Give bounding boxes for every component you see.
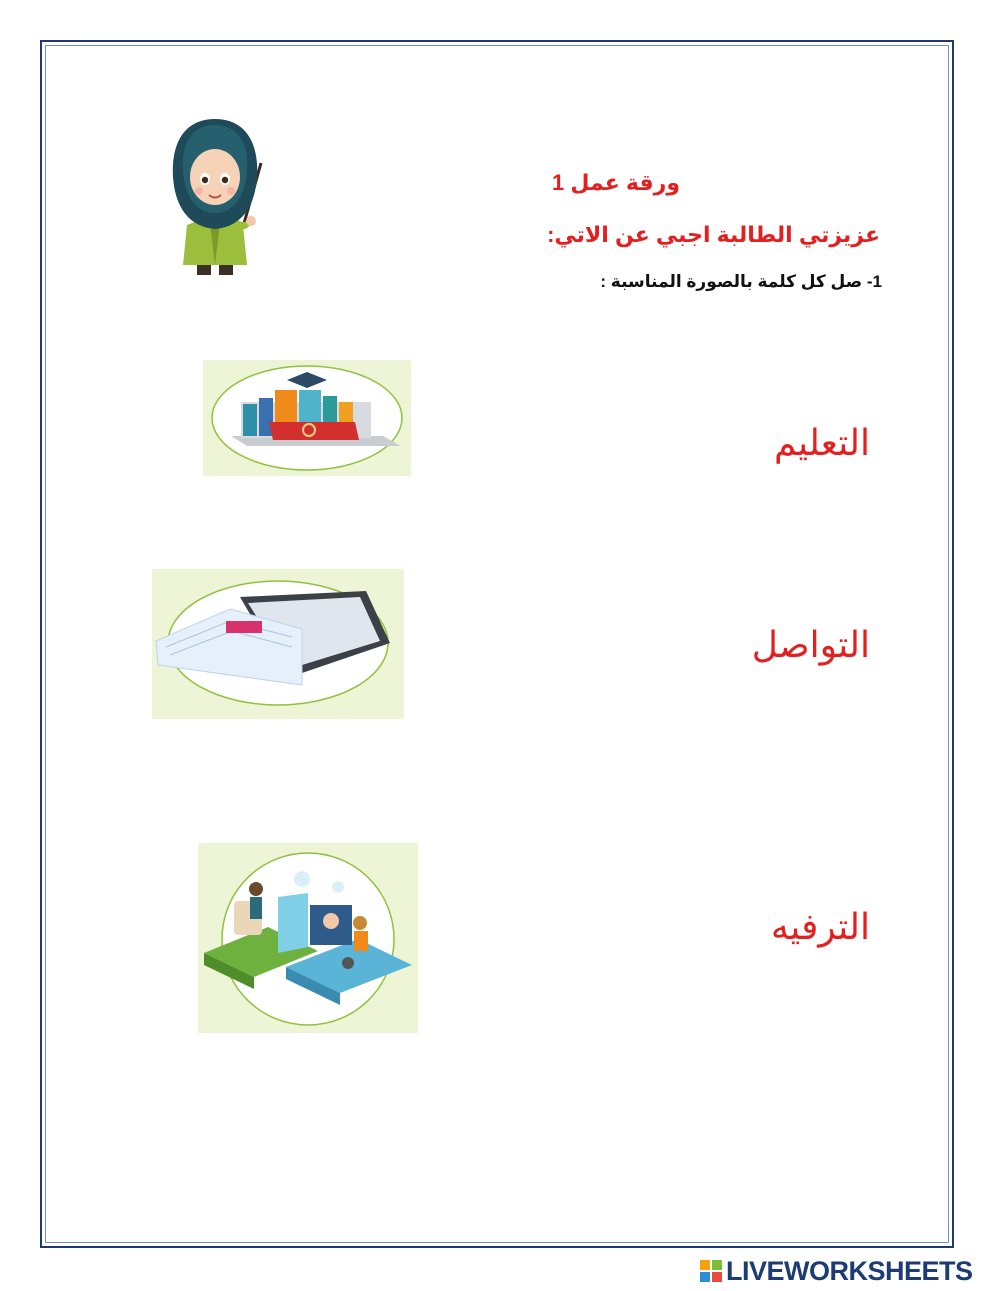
tablet-book-icon[interactable] (152, 569, 404, 719)
brand-name: LIVEWORKSHEETS (726, 1255, 973, 1286)
word-communication: التواصل (751, 624, 870, 665)
worksheet-instruction: عزيزتي الطالبة اجبي عن الاتي: (547, 222, 880, 247)
brand-logo (700, 1256, 973, 1286)
books-laptop-icon[interactable] (203, 360, 411, 476)
question-1: 1- صل كل كلمة بالصورة المناسبة : (600, 272, 882, 291)
teacher-girl-icon (165, 115, 265, 277)
video-call-icon[interactable] (198, 843, 418, 1033)
liveworksheets-logo-icon (700, 1260, 722, 1282)
word-entertainment: الترفيه (770, 906, 870, 947)
worksheet-title: ورقة عمل 1 (552, 170, 680, 195)
word-education: التعليم (774, 422, 870, 463)
